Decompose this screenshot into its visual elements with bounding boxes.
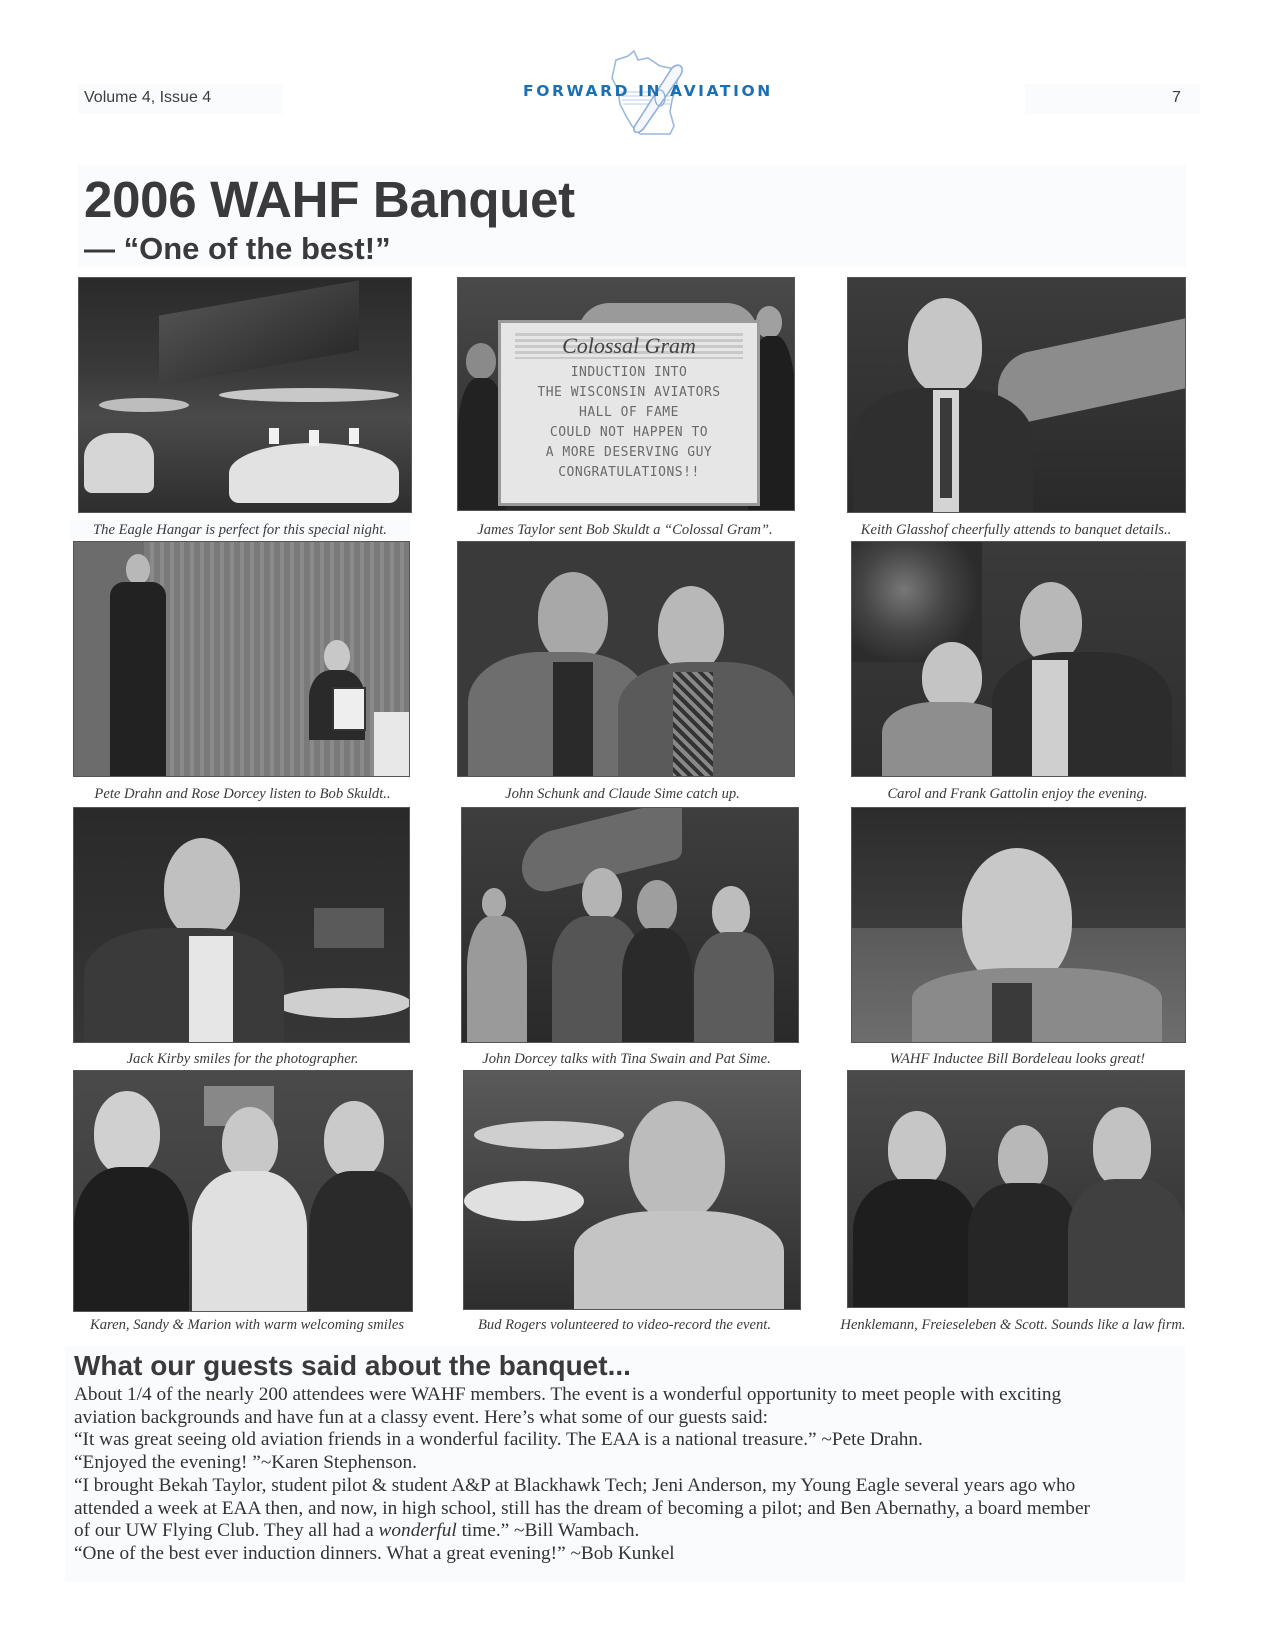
gram-line: CONGRATULATIONS!! — [558, 465, 700, 480]
photo-two-men — [457, 541, 795, 777]
photo-caption: Jack Kirby smiles for the photographer. — [126, 1051, 359, 1067]
photo-caption: WAHF Inductee Bill Bordeleau looks great! — [889, 1051, 1146, 1067]
body-line: About 1/4 of the nearly 200 attendees were WAHF members. The event is a wonderful opportunity to meet people with exciting — [74, 1384, 1062, 1405]
photo-caption: John Dorcey talks with Tina Swain and Pat Sime. — [482, 1051, 771, 1067]
guests-section-heading: What our guests said about the banquet... — [74, 1350, 631, 1381]
gram-line: THE WISCONSIN AVIATORS — [537, 385, 721, 400]
gram-title: Colossal Gram — [515, 333, 743, 359]
body-line: attended a week at EAA then, and now, in high school, still has the dream of becoming a pilot; and Ben Abernathy, a board member — [74, 1497, 1090, 1519]
photo-man-closeup — [851, 807, 1186, 1043]
photo-caption: James Taylor sent Bob Skuldt a “Colossal Gram”. — [477, 522, 773, 538]
text-segment: time.” ~Bill Wambach. — [456, 1520, 640, 1542]
text-segment: of our UW Flying Club. They all had a — [74, 1520, 379, 1542]
photo-banquet-hall — [78, 277, 412, 513]
photo-speaker-and-seated-woman — [73, 541, 410, 777]
photo-caption: Carol and Frank Gattolin enjoy the evening. — [887, 786, 1148, 802]
body-line: “I brought Bekah Taylor, student pilot & student A&P at Blackhawk Tech; Jeni Anderson, my Young Eagle several years ago who — [74, 1474, 1076, 1496]
body-line: “One of the best ever induction dinners. What a great evening!” ~Bob Kunkel — [74, 1542, 675, 1564]
page-number: 7 — [1172, 89, 1181, 106]
gram-line: COULD NOT HAPPEN TO — [549, 425, 709, 440]
photo-group-talking — [461, 807, 799, 1043]
body-line — [74, 1520, 1189, 1543]
photo-caption: The Eagle Hangar is perfect for this special night. — [93, 522, 387, 538]
photo-three-women — [73, 1070, 413, 1312]
photo-caption: John Schunk and Claude Sime catch up. — [505, 786, 740, 802]
photo-caption: Henklemann, Freieseleben & Scott. Sounds like a law firm. — [840, 1317, 1186, 1333]
gram-line: INDUCTION INTO — [570, 365, 688, 380]
body-line: aviation backgrounds and have fun at a classy event. Here’s what some of our guests said: — [74, 1406, 768, 1428]
logo-text: FORWARD IN AVIATION — [523, 82, 773, 100]
photo-colossal-gram — [457, 277, 795, 511]
photo-man-seated — [463, 1070, 801, 1310]
photo-caption: Pete Drahn and Rose Dorcey listen to Bob Skuldt.. — [94, 786, 391, 802]
forward-in-aviation-logo — [520, 48, 775, 138]
guests-section-body — [74, 1384, 1189, 1566]
photo-three-men — [847, 1070, 1185, 1308]
photo-caption: Bud Rogers volunteered to video-record the event. — [478, 1317, 771, 1333]
article-title: 2006 WAHF Banquet — [84, 171, 575, 228]
body-line: “Enjoyed the evening! ”~Karen Stephenson. — [74, 1452, 417, 1474]
photo-couple — [851, 541, 1186, 777]
emphasis-text: wonderful — [378, 1520, 457, 1542]
photo-man-smiling — [73, 807, 410, 1043]
article-subtitle: — “One of the best!” — [84, 231, 391, 266]
gram-line: HALL OF FAME — [579, 405, 679, 420]
photo-man-portrait — [847, 277, 1186, 513]
body-line: “It was great seeing old aviation friends in a wonderful facility. The EAA is a national treasure.” ~Pete Drahn. — [74, 1429, 923, 1451]
colossal-gram-sign — [498, 320, 760, 506]
volume-issue: Volume 4, Issue 4 — [84, 89, 212, 106]
photo-caption: Karen, Sandy & Marion with warm welcoming smiles — [89, 1317, 405, 1333]
photo-caption: Keith Glasshof cheerfully attends to banquet details.. — [860, 522, 1172, 538]
gram-line: A MORE DESERVING GUY — [545, 445, 713, 460]
